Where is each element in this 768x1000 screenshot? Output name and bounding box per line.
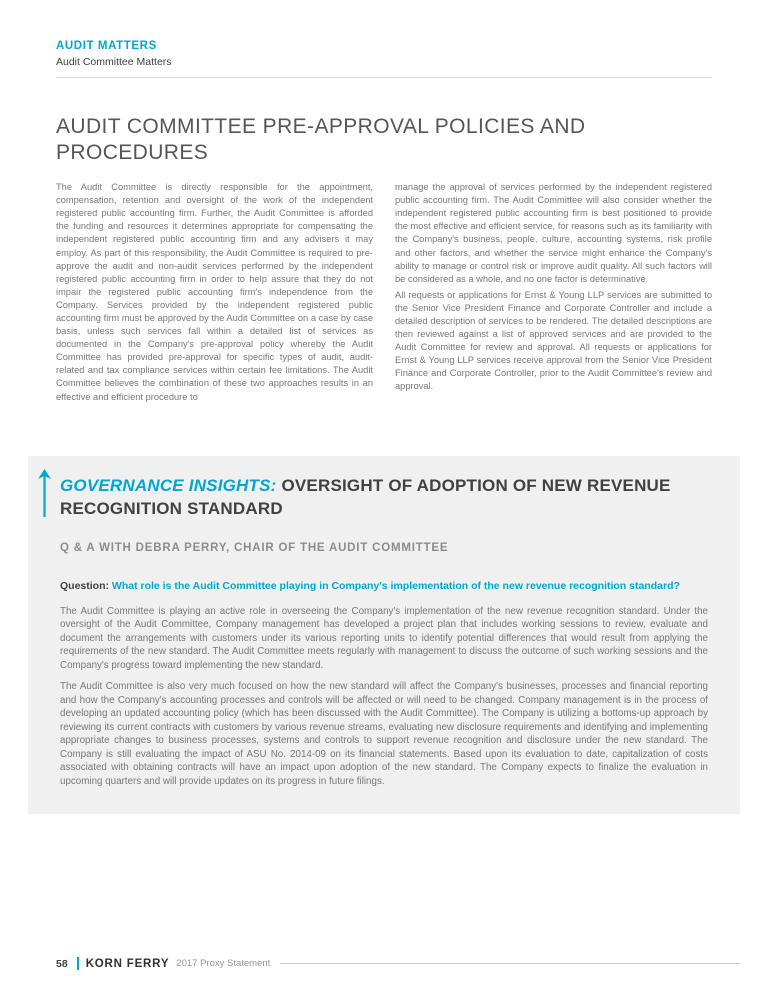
header-divider (56, 77, 712, 78)
insights-heading-rest: OVERSIGHT OF ADOPTION OF NEW REVENUE RECOGNITION STANDARD (60, 475, 671, 518)
question-block (60, 579, 708, 594)
answer-paragraph: The Audit Committee is also very much focused on how the new standard will affect the Company's businesses, processes and financial reporting and how the Company's accounting processes and controls will be affected or will need to be changed. Company management is in the process of developing an updated accounting policy (which has been discussed with the Audit Committee). The Company is utilizing a bottoms-up approach by reviewing its current contracts with customers by various revenue streams, evaluating new disclosure requirements and identifying and implementing appropriate changes to business processes, systems and controls to support revenue recognition and disclosure under the new standard. The Company is still evaluating the impact of ASU No. 2014-09 on its financial statements. Based upon its evaluation to date, capitalization of costs associated with obtaining contracts will have an impact upon adoption of the new standard. The Company expects to finalize the evaluation in upcoming quarters and will provide updates on its progress in future filings. (60, 681, 708, 787)
page-number: 58 (56, 957, 68, 970)
up-arrow-icon (38, 469, 51, 522)
answer-block (60, 605, 708, 789)
insights-heading-highlight: GOVERNANCE INSIGHTS: (60, 475, 277, 495)
right-column (395, 181, 712, 404)
body-paragraph: The Audit Committee is directly responsible for the appointment, compensation, retention and oversight of the work of the independent registered public accounting firm. Further, the Audit Committee is afforded the funding and resources it determines appropriate for compensating the independent registered public accounting firm and any advisers it may employ. As part of this responsibility, the Audit Committee is required to pre-approve the audit and non-audit services performed by the independent registered public accounting firm in order to help assure that they do not impair the registered public accounting firm's independence from the Company. Services provided by the independent registered public accounting firm must be approved by the Audit Committee on a case by case basis, unless such services fall within a detailed list of services as documented in the Company's pre-approval policy whereby the Audit Committee has provided pre-approval for specific types of audit, audit-related and tax compliance services within certain fee limitations. The Audit Committee believes the combination of these two approaches results in an effective and efficient procedure to (56, 182, 373, 402)
article-section (0, 114, 768, 404)
left-column (56, 181, 373, 404)
question-text: What role is the Audit Committee playing in Company's implementation of the new revenue recognition standard? (111, 579, 680, 592)
body-paragraph: All requests or applications for Ernst & Young LLP services are submitted to the Senior Vice President Finance and Corporate Controller and include a detailed description of services to be rendered. The detailed descriptions are then reviewed against a list of approved services and are provided to the Audit Committee for review and approval. All requests or applications for Ernst & Young LLP services receive approval from the Senior Vice President Finance and Corporate Controller, prior to the Audit Committee's review and approval. (395, 289, 712, 392)
page-header (0, 0, 768, 78)
question-label: Question: (60, 579, 109, 592)
footer-divider (77, 957, 79, 970)
governance-insights-box (28, 456, 740, 815)
body-paragraph: manage the approval of services performed by the independent registered public accounting firm. The Audit Committee will also consider whether the independent registered public accounting firm is best positioned to provide the most effective and efficient service, for reasons such as its familiarity with the Company's business, people, culture, accounting systems, risk profile and other factors, and whether the service might enhance the Company's ability to manage or control risk or improve audit quality. All such factors will be considered as a whole, and no one factor is determinative. (395, 182, 712, 284)
footer-rule (280, 963, 740, 964)
page-footer (56, 957, 740, 970)
answer-paragraph: The Audit Committee is playing an active role in overseeing the Company's implementation of the new revenue recognition standard. Under the oversight of the Audit Committee, Company management has developed a project plan that includes working sessions to review, evaluate and document the arrangements with customers under its various reporting units to identify potential differences that would result from applying the requirements of the new standard. The Audit Committee meets regularly with management to discuss the outcome of such working sessions and the Company's progress toward implementing the new standard. (60, 605, 708, 671)
brand-logo: KORN FERRY (85, 957, 170, 970)
document-title: 2017 Proxy Statement (176, 958, 271, 969)
two-column-body (56, 181, 712, 404)
insights-heading (60, 474, 708, 520)
section-eyebrow: AUDIT MATTERS (56, 40, 157, 52)
qa-subheading: Q & A WITH DEBRA PERRY, CHAIR OF THE AUDIT COMMITTEE (60, 541, 449, 554)
page-title: AUDIT COMMITTEE PRE-APPROVAL POLICIES AND PROCEDURES (56, 115, 586, 165)
section-subtitle: Audit Committee Matters (56, 56, 172, 68)
